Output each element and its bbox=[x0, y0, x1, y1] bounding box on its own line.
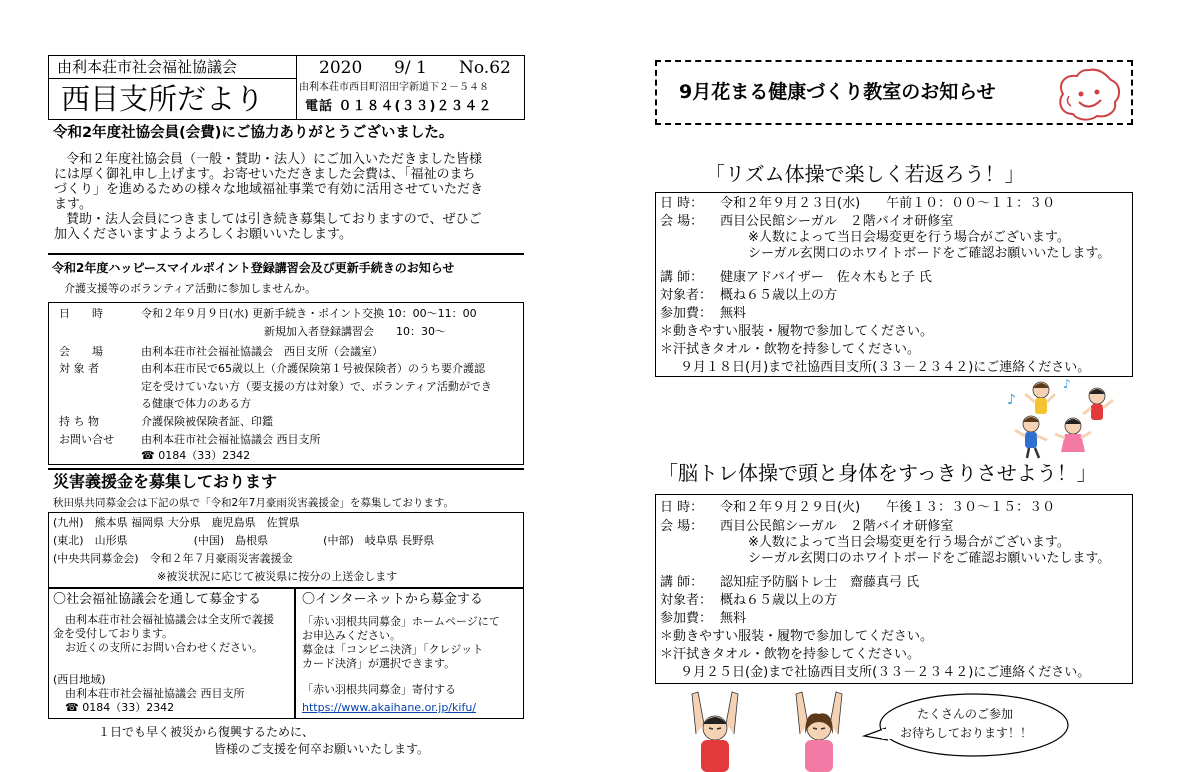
note-line: ９月１８日(月)まで社協西目支所(３３－２３４２)にご連絡ください。 bbox=[680, 360, 1091, 375]
box-line: 由利本荘市社会福祉協議会は全支所で義援 bbox=[65, 613, 274, 626]
row-value: 新規加入者登録講習会 10：30～ bbox=[264, 325, 446, 338]
note-line: ＊動きやすい服装・履物で参加してください。 bbox=[660, 324, 934, 339]
row-label: 対象者： bbox=[660, 288, 713, 303]
row-label: 参加費： bbox=[660, 306, 713, 321]
note-line: ＊汗拭きタオル・飲物を持参してください。 bbox=[660, 342, 921, 357]
donate-online-box bbox=[295, 588, 524, 719]
rhythm-details bbox=[655, 192, 1133, 377]
box-line: 「赤い羽根共同募金」寄付する bbox=[302, 683, 456, 696]
box-line: (西目地域) bbox=[53, 673, 106, 686]
box-line: 由利本荘市社会福祉協議会 西目支所 bbox=[65, 687, 245, 700]
membership-line: には厚く御礼申し上げます。お寄せいただきました会費は、「福祉のまち bbox=[54, 167, 476, 182]
note-line: ９月２５日(金)まで社協西目支所(３３－２３４２)にご連絡ください。 bbox=[680, 665, 1091, 680]
closing-line: 皆様のご支援を何卒お願いいたします。 bbox=[214, 742, 430, 756]
row-value: シーガル玄関口のホワイトボードをご確認お願いいたします。 bbox=[748, 551, 1111, 566]
section-divider bbox=[48, 253, 524, 255]
row-label: 会 場： bbox=[660, 214, 704, 229]
box-heading: 〇インターネットから募金する bbox=[302, 592, 483, 607]
svg-text:♪: ♪ bbox=[1063, 378, 1071, 391]
box-line: 金を受付しております。 bbox=[53, 627, 174, 640]
row-value: 令和２年９月２９日(火) 午後１３：３０～１５：３０ bbox=[720, 500, 1056, 515]
row-value: 令和２年９月２３日(水) 午前１０：００～１１：３０ bbox=[720, 196, 1056, 211]
box-heading: 〇社会福祉協議会を通して募金する bbox=[53, 592, 262, 607]
row-label: 対象者： bbox=[660, 593, 713, 608]
row-label: 日 時： bbox=[660, 196, 704, 211]
row-value: ※人数によって当日会場変更を行う場合がございます。 bbox=[748, 535, 1070, 550]
membership-line: ます。 bbox=[54, 197, 92, 212]
newsletter-title: 西目支所だより bbox=[61, 82, 265, 116]
box-line: 募金は「コンビニ決済」「クレジット bbox=[302, 643, 484, 656]
row-label: 講 師： bbox=[660, 575, 704, 590]
membership-line: 令和２年度社協会員（一般・賛助・法人）にご加入いただきました皆様 bbox=[66, 152, 483, 167]
row-value: 西目公民館シーガル ２階バイオ研修室 bbox=[720, 214, 954, 229]
banner bbox=[655, 60, 1133, 125]
brain-title: 「脳トレ体操で頭と身体をすっきりさせよう！」 bbox=[658, 461, 1097, 485]
row-value: 無料 bbox=[720, 611, 747, 626]
section-divider bbox=[48, 468, 524, 470]
row-label: 会 場： bbox=[660, 519, 704, 534]
svg-text:♪: ♪ bbox=[1007, 392, 1016, 408]
row-value: 由利本荘市民で65歳以上（介護保険第１号被保険者）のうち要介護認 bbox=[141, 362, 485, 375]
row-value: 由利本荘市社会福祉協議会 西目支所 bbox=[141, 433, 321, 446]
smiling-flower-icon bbox=[1055, 66, 1123, 122]
row-value: る健康で体力のある方 bbox=[141, 397, 251, 410]
rhythm-title: 「リズム体操で楽しく若返ろう！」 bbox=[705, 162, 1025, 186]
disaster-regions-box bbox=[48, 512, 524, 588]
box-line: ☎ 0184（33）2342 bbox=[65, 701, 175, 714]
org-name: 由利本荘市社会福祉協議会 bbox=[57, 58, 238, 76]
masthead bbox=[48, 55, 525, 120]
membership-line: 加入くださいますようよろしくお願いいたします。 bbox=[54, 227, 352, 242]
office-phone: 電話 ０１８４(３３)２３４２ bbox=[305, 99, 493, 114]
row-label: 会 場 bbox=[59, 345, 103, 358]
box-line: お近くの支所にお問い合わせください。 bbox=[65, 641, 263, 654]
issue-number: No.62 bbox=[459, 58, 511, 78]
happy-intro: 介護支援等のボランティア活動に参加しませんか。 bbox=[64, 282, 317, 295]
row-value: 無料 bbox=[720, 306, 747, 321]
box-line: 「赤い羽根共同募金」ホームページにて bbox=[302, 615, 500, 628]
row-value: 介護保険被保険者証、印鑑 bbox=[141, 415, 273, 428]
row-value: 認知症予防脳トレ士 齋藤真弓 氏 bbox=[720, 575, 920, 590]
region-line: (東北) 山形県 (中国) 島根県 (中部) 岐阜県 長野県 bbox=[53, 534, 435, 547]
membership-line: づくり」を進めるための様々な地域福祉事業で有効に活用させていただき bbox=[54, 182, 484, 197]
donate-via-council-box bbox=[48, 588, 295, 719]
row-value: ※人数によって当日会場変更を行う場合がございます。 bbox=[748, 230, 1070, 245]
issue-date: 9/ 1 bbox=[394, 58, 427, 78]
row-value: 概ね６５歳以上の方 bbox=[720, 288, 838, 303]
dancing-children-illustration bbox=[1005, 378, 1125, 460]
donation-url-link[interactable]: https://www.akaihane.or.jp/kifu/ bbox=[302, 701, 477, 714]
row-value: シーガル玄関口のホワイトボードをご確認お願いいたします。 bbox=[748, 246, 1111, 261]
row-label: 日 時： bbox=[660, 500, 704, 515]
disaster-heading: 災害義援金を募集しております bbox=[53, 472, 278, 491]
brain-details bbox=[655, 494, 1133, 684]
banner-title: 9月花まる健康づくり教室のお知らせ bbox=[679, 81, 996, 103]
row-label: 講 師： bbox=[660, 270, 704, 285]
issue-year: 2020 bbox=[319, 58, 363, 78]
row-value: 定を受けていない方（要支援の方は対象）で、ボランティア活動ができ bbox=[141, 380, 492, 393]
row-value: 由利本荘市社会福祉協議会 西目支所（会議室） bbox=[141, 345, 383, 358]
row-label: 参加費： bbox=[660, 611, 713, 626]
box-line: お申込みください。 bbox=[302, 629, 401, 642]
row-value: 健康アドバイザー 佐々木もと子 氏 bbox=[720, 270, 932, 285]
bubble-line: お待ちしております！！ bbox=[900, 726, 1033, 740]
happy-details-table bbox=[48, 302, 524, 465]
office-address: 由利本荘市西目町沼田字新道下２－５４８ bbox=[299, 82, 489, 93]
membership-heading: 令和2年度社協会員(会費)にご協力ありがとうございました。 bbox=[53, 125, 454, 141]
membership-line: 賛助・法人会員につきましては引き続き募集しておりますので、ぜひご bbox=[66, 212, 482, 227]
row-value: 令和２年９月９日(水) 更新手続き・ポイント交換 10：00～11：00 bbox=[141, 307, 477, 320]
note-line: ＊汗拭きタオル・飲物を持参してください。 bbox=[660, 647, 921, 662]
row-value: 概ね６５歳以上の方 bbox=[720, 593, 838, 608]
region-line: (中央共同募金会) 令和２年７月豪雨災害義援金 bbox=[53, 552, 293, 565]
row-label: 対 象 者 bbox=[59, 362, 99, 375]
closing-line: １日でも早く被災から復興するために、 bbox=[98, 725, 315, 739]
region-line: ※被災状況に応じて被災県に按分の上送金します bbox=[157, 570, 398, 583]
row-label: 日 時 bbox=[59, 307, 103, 320]
row-label: 持 ち 物 bbox=[59, 415, 99, 428]
note-line: ＊動きやすい服装・履物で参加してください。 bbox=[660, 629, 934, 644]
row-label: お問い合せ bbox=[59, 433, 114, 446]
bubble-line: たくさんのご参加 bbox=[917, 707, 1014, 721]
disaster-intro: 秋田県共同募金会は下記の県で「令和2年7月豪雨災害義援金」を募集しております。 bbox=[53, 497, 455, 509]
row-value: 西目公民館シーガル ２階バイオ研修室 bbox=[720, 519, 954, 534]
stretching-woman-illustration bbox=[786, 690, 852, 772]
happy-heading: 令和2年度ハッピースマイルポイント登録講習会及び更新手続きのお知らせ bbox=[52, 261, 455, 275]
region-line: (九州) 熊本県 福岡県 大分県 鹿児島県 佐賀県 bbox=[53, 516, 300, 529]
row-value: ☎ 0184（33）2342 bbox=[141, 449, 251, 462]
stretching-man-illustration bbox=[682, 690, 748, 772]
box-line: カード決済」が選択できます。 bbox=[302, 657, 456, 670]
